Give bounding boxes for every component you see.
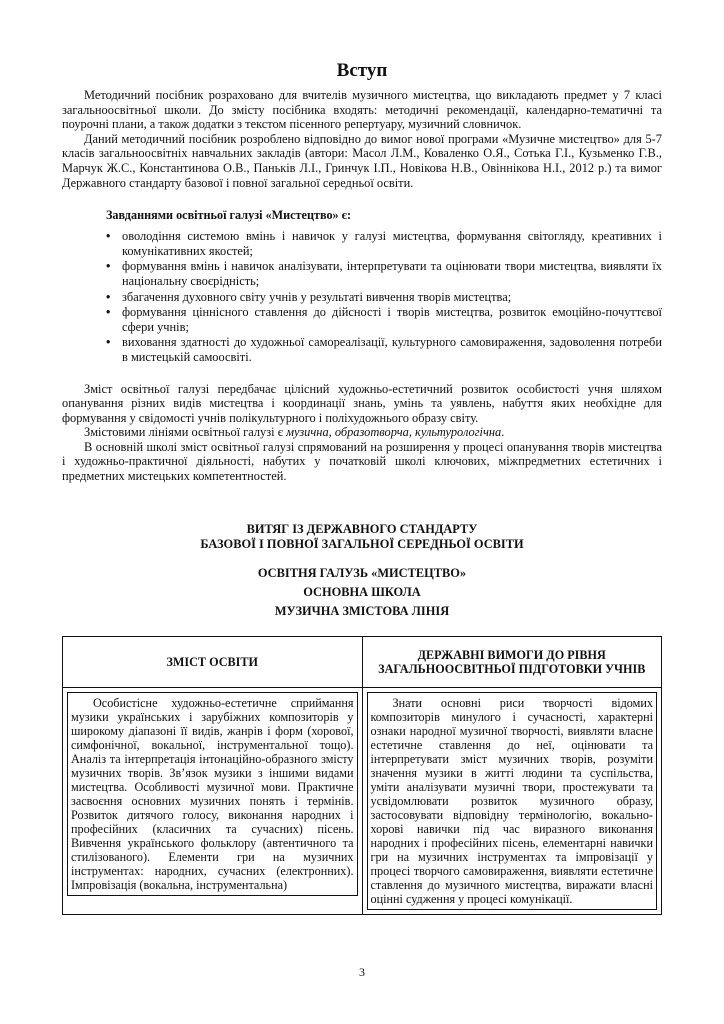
requirements-table (62, 636, 662, 915)
list-item-text: оволодіння системою вмінь і навичок у галузі мистецтва, формування світогляду, креативних і комунікативних якостей; (122, 229, 662, 258)
list-item-text: збагачення духовного світу учнів у результаті вивчення творів мистецтва; (122, 289, 512, 304)
page-content (62, 60, 662, 619)
list-item (106, 335, 662, 364)
intro-paragraph-1: Методичний посібник розраховано для вчителів музичного мистецтва, що викладають предмет у 7 класі загальноосвітньої школи. До змісту посібника входять: методичні рекомендації, календарно-тематичні та поурочні плани, а також додатки з текстом пісенного репертуару, музичний словничок. (62, 88, 662, 132)
standard-heading-line-2: БАЗОВОЇ І ПОВНОЇ ЗАГАЛЬНОЇ СЕРЕДНЬОЇ ОСВІТИ (200, 536, 524, 551)
branch-heading-line-1: ОСВІТНЯ ГАЛУЗЬ «МИСТЕЦТВО» (257, 565, 467, 580)
content-paragraph-1: Зміст освітньої галузі передбачає цілісний художньо-естетичний розвиток особистості учня шляхом опанування різних видів мистецтва і координації знань, умінь та уявлень, набуття яких необхідне для формування у свідомості учнів полікультурного і поліхудожнього образу світу. (62, 381, 662, 425)
list-item-text: формування вмінь і навичок аналізувати, інтерпретувати та оцінювати твори мистецтва, виявляти їх національну своєрідність; (122, 259, 662, 288)
table-row (63, 688, 662, 915)
list-item-text: виховання здатності до художньої самореалізації, культурного самовираження, задоволення потреби в мистецькій самоосвіті. (122, 335, 662, 364)
table-header-content (63, 637, 363, 688)
bullet-icon: • (106, 335, 111, 350)
table-header-requirements-line-1: ДЕРЖАВНІ ВИМОГИ ДО РІВНЯ (417, 648, 606, 662)
table-cell-requirements-body: Знати основні риси творчості відомих композиторів минулого і сучасності, характерні ознаки народної музичної творчості, виявляти власне естетичне ставлення до неї, оцінювати та інтерпретувати зміст музичних творів, розуміти значення музики в житті людини та суспільства, уміти аналізувати музичні твори, простежувати та усвідомлювати розвиток музичного образу, застосовувати відповідну термінологію, вокально-хорові навички під час виразного виконання народних і професійних пісень, елементарні навички гри на музичних інструментах та імпровізації у процесі творчого самовираження, виявляти естетичне ставлення до музичного мистецтва, виражати власні оцінні судження у процесі комунікації. (370, 696, 653, 906)
content-lines-end: . (501, 425, 505, 440)
table-header-content-label: ЗМІСТ ОСВІТИ (166, 655, 259, 669)
tasks-heading: Завданнями освітньої галузі «Мистецтво» є: (106, 208, 352, 223)
page-title: Вступ (336, 60, 388, 81)
content-lines-lead: Змістовими лініями освітньої галузі є (84, 425, 287, 440)
list-item (106, 259, 662, 288)
intro-paragraph-2: Даний методичний посібник розроблено відповідно до вимог нової програми «Музичне мистецтво» для 5-7 класів загальноосвітніх навчальних закладів (автори: Масол Л.М., Коваленко О.Я., Сотька Г.І., Кузьменко Г.В., Марчук Ж.С., Константинова О.В., Паньків Л.І., Гринчук І.П., Новікова Н.В., Овіннікова Н.І., 2012 р.) та вимог Державного стандарту базової і повної загальної середньої освіти. (62, 131, 662, 190)
tasks-list (62, 229, 662, 364)
list-item (106, 290, 662, 305)
table-cell-requirements (362, 688, 662, 915)
branch-heading (62, 566, 662, 619)
content-lines-list: музична, образотворча, культурологічна (286, 425, 502, 440)
list-item-text: формування ціннісного ставлення до дійсності і творів мистецтва, розвиток емоційно-почуттєвої сфери учнів; (122, 305, 662, 334)
table-header-row (63, 637, 662, 688)
bullet-icon: • (106, 229, 111, 244)
branch-heading-line-3: МУЗИЧНА ЗМІСТОВА ЛІНІЯ (274, 603, 450, 618)
list-item (106, 305, 662, 334)
bullet-icon: • (106, 289, 111, 304)
content-paragraph-3: В основній школі зміст освітньої галузі спрямований на розширення у процесі опанування творів мистецтва і художньо-практичної діяльності, набутих у початковій школі ключових, міжпредметних естетичних і предметних мистецьких компетентностей. (62, 439, 662, 484)
table-cell-requirements-text (367, 692, 658, 910)
branch-heading-line-2: ОСНОВНА ШКОЛА (303, 584, 421, 599)
table-cell-content-body: Особистісне художньо-естетичне сприймання музики українських і зарубіжних композиторів у широкому діапазоні її видів, жанрів і форм (хорової, симфонічної, вокальної, інструментальної тощо). Аналіз та інтерпретація інтонаційно-образного змісту музичних творів. Зв’язок музики з іншими видами мистецтва. Особливості музичної мови. Практичне засвоєння основних музичних понять і термінів. Розвиток дитячого голосу, виконання народних і професійних (класичних та сучасних) пісень. Вивчення українського фольклору (автентичного та стилізованого). Елементи гри на музичних інструментах: народних, сучасних (електронних). Імпровізація (вокальна, інструментальна) (71, 696, 354, 892)
content-paragraph-2 (62, 425, 662, 440)
standard-heading-line-1: ВИТЯГ ІЗ ДЕРЖАВНОГО СТАНДАРТУ (246, 521, 478, 536)
page-number: 3 (359, 965, 365, 979)
table-cell-content (63, 688, 363, 915)
standard-heading (62, 522, 662, 552)
table-header-requirements-line-2: ЗАГАЛЬНООСВІТНЬОЇ ПІДГОТОВКИ УЧНІВ (378, 662, 646, 676)
table-header-requirements (362, 637, 662, 688)
bullet-icon: • (106, 259, 111, 274)
list-item (106, 229, 662, 258)
bullet-icon: • (106, 305, 111, 320)
table-cell-content-text (67, 692, 358, 896)
